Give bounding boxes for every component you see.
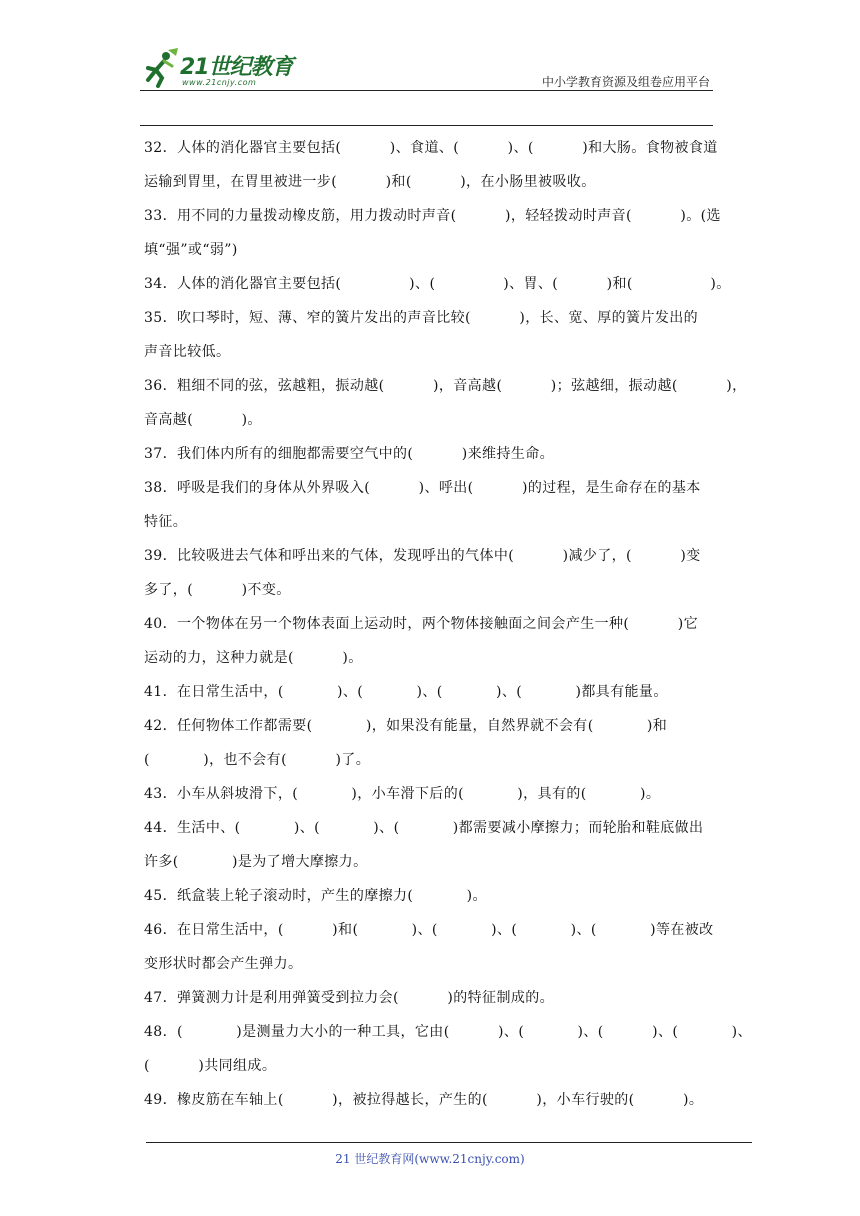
footer-divider: [146, 1142, 752, 1143]
header-divider: [140, 90, 713, 91]
question-list: [144, 131, 752, 1117]
question-line: 41．在日常生活中，( )、( )、( )、( )都具有能量。: [144, 684, 668, 700]
question-line: 36．粗细不同的弦，弦越粗，振动越( )，音高越( )；弦越细，振动越( )，: [144, 378, 747, 394]
question-line: ( )，也不会有( )了。: [144, 752, 371, 768]
question-line: 特征。: [144, 514, 188, 530]
question-line: 33．用不同的力量拨动橡皮筋，用力拨动时声音( )，轻轻拨动时声音( )。(选: [144, 208, 721, 224]
question-line: 40．一个物体在另一个物体表面上运动时，两个物体接触面之间会产生一种( )它: [144, 616, 699, 632]
question-line: 35．吹口琴时，短、薄、窄的簧片发出的声音比较( )，长、宽、厚的簧片发出的: [144, 310, 699, 326]
question-line: 变形状时都会产生弹力。: [144, 956, 303, 972]
question-line: 45．纸盒装上轮子滚动时，产生的摩擦力( )。: [144, 888, 487, 904]
content-top-divider: [140, 125, 713, 126]
question-line: 音高越( )。: [144, 412, 262, 428]
question-line: 许多( )是为了增大摩擦力。: [144, 854, 368, 870]
logo-text: 21世纪教育: [180, 55, 293, 80]
question-line: 48．( )是测量力大小的一种工具，它由( )、( )、( )、( )、: [144, 1024, 752, 1040]
question-line: 42．任何物体工作都需要( )，如果没有能量，自然界就不会有( )和: [144, 718, 668, 734]
question-line: 运输到胃里，在胃里被进一步( )和( )，在小肠里被吸收。: [144, 174, 596, 190]
brand-logo: [140, 46, 310, 92]
question-line: 34．人体的消化器官主要包括( )、( )、胃、( )和( )。: [144, 276, 731, 292]
question-line: ( )共同组成。: [144, 1058, 277, 1074]
runner-icon: [140, 48, 180, 88]
question-line: 38．呼吸是我们的身体从外界吸入( )、呼出( )的过程，是生命存在的基本: [144, 480, 701, 496]
question-line: 填“强”或“弱”): [144, 242, 238, 258]
header-platform-title: 中小学教育资源及组卷应用平台: [541, 75, 710, 89]
logo-url: www.21cnjy.com: [182, 78, 257, 87]
question-line: 多了，( )不变。: [144, 582, 291, 598]
question-line: 46．在日常生活中，( )和( )、( )、( )、( )等在被改: [144, 922, 714, 938]
question-line: 32．人体的消化器官主要包括( )、食道、( )、( )和大肠。食物被食道: [144, 140, 718, 156]
question-line: 44．生活中、( )、( )、( )都需要减小摩擦力；而轮胎和鞋底做出: [144, 820, 704, 836]
question-line: 声音比较低。: [144, 344, 231, 360]
question-line: 39．比较吸进去气体和呼出来的气体，发现呼出的气体中( )减少了，( )变: [144, 548, 701, 564]
question-line: 37．我们体内所有的细胞都需要空气中的( )来维持生命。: [144, 446, 555, 462]
question-line: 49．橡皮筋在车轴上( )，被拉得越长，产生的( )，小车行驶的( )。: [144, 1092, 704, 1108]
question-line: 47．弹簧测力计是利用弹簧受到拉力会( )的特征制成的。: [144, 990, 555, 1006]
footer-link[interactable]: 21 世纪教育网(www.21cnjy.com): [335, 1152, 525, 1166]
question-line: 43．小车从斜坡滑下，( )，小车滑下后的( )，具有的( )。: [144, 786, 661, 802]
question-line: 运动的力，这种力就是( )。: [144, 650, 363, 666]
